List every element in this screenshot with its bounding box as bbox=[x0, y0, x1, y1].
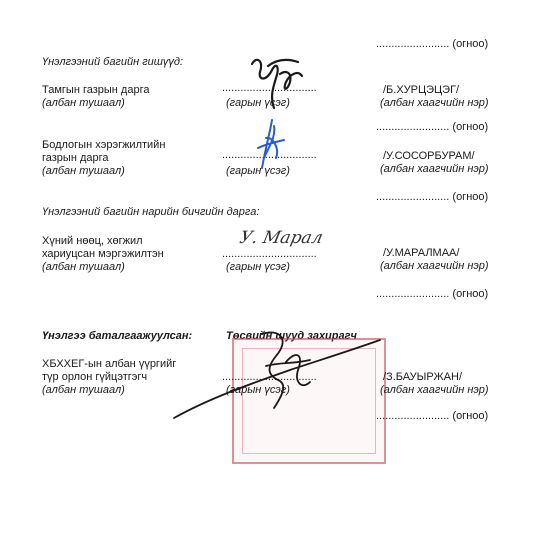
secretary-name: /У.МАРАЛМАА/ bbox=[383, 247, 460, 259]
member2-position-line1: Бодлогын хэрэгжилтийн bbox=[42, 139, 166, 151]
member2-name-label: (албан хаагчийн нэр) bbox=[380, 163, 489, 175]
member2-name: /У.СОСОРБУРАМ/ bbox=[383, 150, 475, 162]
approval-position-label: (албан тушаал) bbox=[42, 384, 125, 396]
board-members-heading: Үнэлгээний багийн гишүүд: bbox=[42, 56, 184, 68]
date-line-5: ........................ (огноо) bbox=[376, 410, 489, 422]
member2-position-line2: газрын дарга bbox=[42, 152, 109, 164]
member2-sign-blank: ............................... bbox=[222, 149, 317, 161]
approval-name-label: (албан хаагчийн нэр) bbox=[380, 384, 489, 396]
date-line-1: ........................ (огноо) bbox=[376, 38, 489, 50]
member1-position: Тамгын газрын дарга bbox=[42, 84, 150, 96]
member2-position-label: (албан тушаал) bbox=[42, 165, 125, 177]
date-line-3: ........................ (огноо) bbox=[376, 191, 489, 203]
date-line-4: ........................ (огноо) bbox=[376, 288, 489, 300]
member1-name: /Б.ХУРЦЭЦЭГ/ bbox=[383, 84, 460, 96]
member1-sign-blank: ............................... bbox=[222, 82, 317, 94]
secretary-position-label: (албан тушаал) bbox=[42, 261, 125, 273]
member2-sign-label: (гарын үсэг) bbox=[226, 165, 290, 177]
secretary-sign-label: (гарын үсэг) bbox=[226, 261, 290, 273]
approval-sign-blank: ............................... bbox=[222, 371, 317, 383]
approval-heading-role: Төсвийн шууд захирагч bbox=[226, 330, 357, 342]
signature-hurtsetseg bbox=[246, 52, 306, 114]
date-line-2: ........................ (огноо) bbox=[376, 121, 489, 133]
approval-name: /З.БАУЫРЖАН/ bbox=[383, 371, 463, 383]
signature-sosorburam bbox=[252, 118, 292, 174]
signature-maralmaa: У. Марал bbox=[237, 228, 325, 248]
member1-position-label: (албан тушаал) bbox=[42, 97, 125, 109]
secretary-heading: Үнэлгээний багийн нарийн бичгийн дарга: bbox=[42, 206, 260, 218]
approval-heading: Үнэлгээ баталгаажуулсан: bbox=[42, 330, 193, 342]
secretary-name-label: (албан хаагчийн нэр) bbox=[380, 260, 489, 272]
secretary-sign-blank: ............................... bbox=[222, 248, 317, 260]
secretary-position-line2: хариуцсан мэргэжилтэн bbox=[42, 248, 164, 260]
secretary-position-line1: Хүний нөөц, хөгжил bbox=[42, 235, 143, 247]
member1-sign-label: (гарын үсэг) bbox=[226, 97, 290, 109]
approval-position-line1: ХБХХЕГ-ын албан үүргийг bbox=[42, 358, 177, 370]
approval-position-line2: түр орлон гүйцэтгэгч bbox=[42, 371, 148, 383]
approval-sign-label: (гарын үсэг) bbox=[226, 384, 290, 396]
signature-bauyrjan bbox=[170, 326, 390, 426]
member1-name-label: (албан хаагчийн нэр) bbox=[380, 97, 489, 109]
